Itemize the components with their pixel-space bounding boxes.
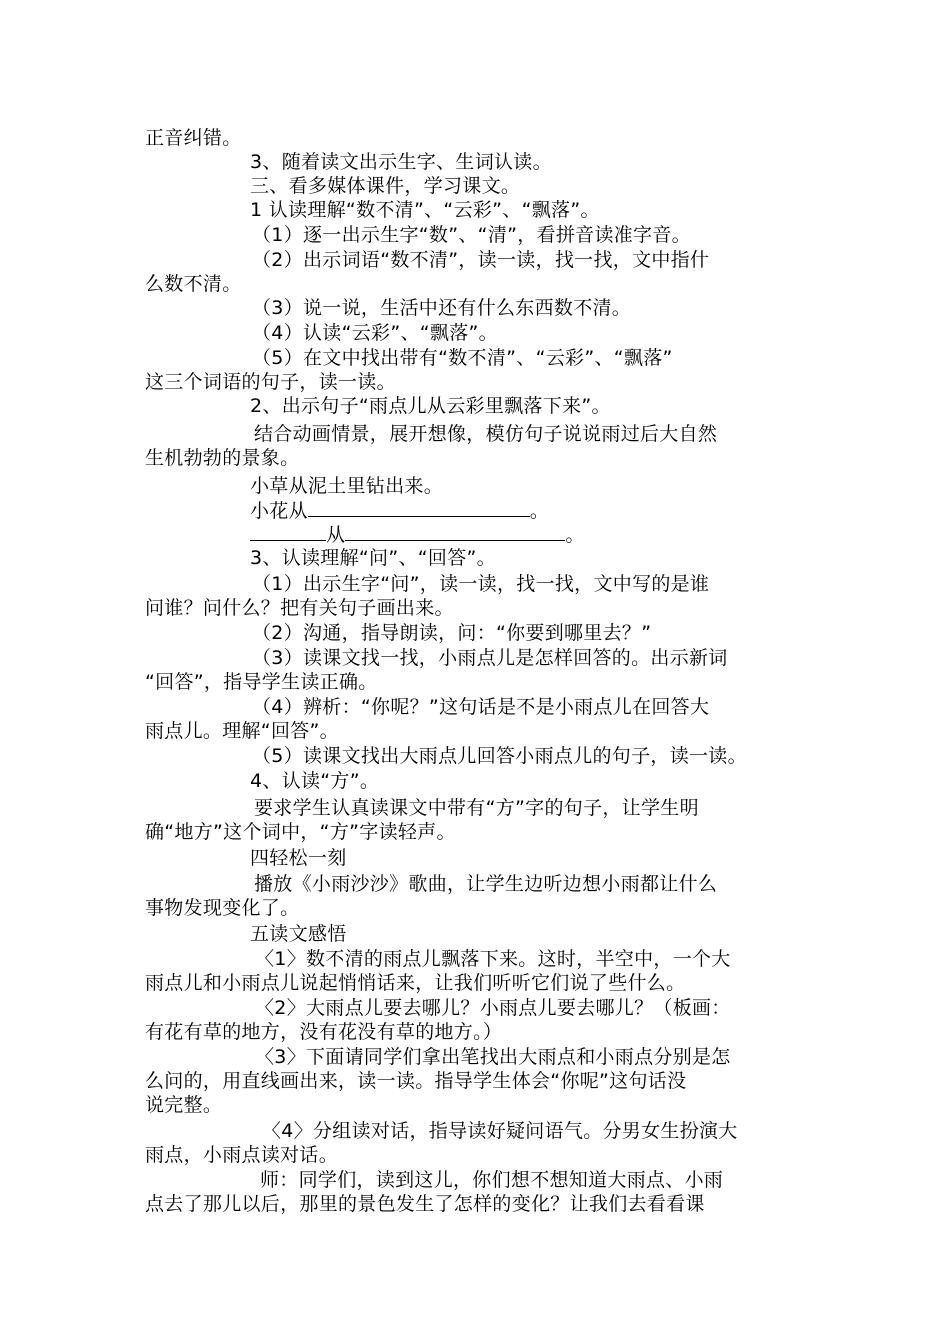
- text-line: （2）沟通，指导朗读，问：“你要到哪里去？”: [252, 622, 652, 644]
- text-line: 1 认读理解“数不清”、“云彩”、“飘落”。: [250, 199, 600, 221]
- fill-blank-line-from: [250, 522, 585, 547]
- fill-prefix: 小花从: [250, 500, 308, 522]
- text-line: 么问的，用直线画出来，读一读。指导学生体会“你呢”这句话没: [145, 1070, 687, 1092]
- text-line: 〈3〉下面请同学们拿出笔找出大雨点和小雨点分别是怎: [255, 1046, 731, 1068]
- text-line: 2、出示句子“雨点儿从云彩里飘落下来”。: [250, 395, 611, 417]
- text-line: “回答”，指导学生读正确。: [145, 671, 378, 693]
- text-line: 小草从泥土里钻出来。: [250, 475, 444, 497]
- text-line: 3、随着读文出示生字、生词认读。: [250, 151, 552, 173]
- text-line: 雨点儿和小雨点儿说起悄悄话来，让我们听听它们说了些什么。: [145, 972, 686, 994]
- fill-from: 从: [326, 524, 346, 546]
- text-line: 4、认读“方”。: [250, 770, 380, 792]
- text-line: 3、认读理解“问”、“回答”。: [250, 547, 496, 569]
- text-line: 雨点，小雨点读对话。: [145, 1144, 339, 1166]
- text-line: （3）读课文找一找，小雨点儿是怎样回答的。出示新词: [252, 647, 728, 669]
- text-line: 雨点儿。理解“回答”。: [145, 720, 339, 742]
- text-line: 师：同学们，读到这儿，你们想不想知道大雨点、小雨: [260, 1169, 724, 1191]
- text-line: 正音纠错。: [145, 127, 242, 149]
- text-line: 三、看多媒体课件，学习课文。: [250, 175, 521, 197]
- text-line: （2）出示词语“数不清”，读一读，找一找，文中指什: [252, 249, 710, 271]
- text-line: 么数不清。: [145, 273, 242, 295]
- text-line: 有花有草的地方，没有花没有草的地方。）: [145, 1021, 503, 1043]
- text-line: 〈4〉分组读对话，指导读好疑问语气。分男女生扮演大: [262, 1120, 738, 1142]
- text-line: （1）出示生字“问”，读一读，找一找，文中写的是谁: [252, 573, 710, 595]
- text-line: （4）认读“云彩”、“飘落”。: [252, 322, 498, 344]
- fill-suffix: 。: [565, 524, 585, 546]
- answer-blank: [345, 522, 565, 541]
- text-line: 要求学生认真读课文中带有“方”字的句子，让学生明: [254, 797, 699, 819]
- text-line: 〈2〉大雨点儿要去哪儿？小雨点儿要去哪儿？（板画：: [255, 997, 731, 1019]
- fill-blank-line-flower: [250, 498, 549, 523]
- text-line: 〈1〉数不清的雨点儿飘落下来。这时，半空中，一个大: [255, 948, 731, 970]
- text-line: 问谁？问什么？把有关句子画出来。: [145, 597, 454, 619]
- fill-suffix: 。: [529, 500, 550, 522]
- text-line: 四轻松一刻: [250, 847, 347, 869]
- text-line: 播放《小雨沙沙》歌曲，让学生边听边想小雨都让什么: [254, 873, 718, 895]
- answer-blank: [250, 522, 326, 541]
- text-line: （1）逐一出示生字“数”、“清”，看拼音读准字音。: [252, 224, 691, 246]
- text-line: 生机勃勃的景象。: [145, 447, 300, 469]
- text-line: （3）说一说，生活中还有什么东西数不清。: [252, 297, 632, 319]
- text-line: 结合动画情景，展开想像，模仿句子说说雨过后大自然: [254, 423, 718, 445]
- text-line: 点去了那儿以后，那里的景色发生了怎样的变化？让我们去看看课: [145, 1193, 705, 1215]
- text-line: 事物发现变化了。: [145, 897, 300, 919]
- text-line: 这三个词语的句子，读一读。: [145, 371, 396, 393]
- answer-blank: [308, 498, 530, 517]
- text-line: （5）在文中找出带有“数不清”、“云彩”、“飘落”: [252, 347, 673, 369]
- text-line: 确“地方”这个词中，“方”字读轻声。: [145, 821, 456, 843]
- text-line: 五读文感悟: [250, 923, 347, 945]
- text-line: （4）辨析：“你呢？”这句话是不是小雨点儿在回答大: [252, 696, 710, 718]
- text-line: 说完整。: [145, 1094, 223, 1116]
- text-line: （5）读课文找出大雨点儿回答小雨点儿的句子，读一读。: [252, 745, 747, 767]
